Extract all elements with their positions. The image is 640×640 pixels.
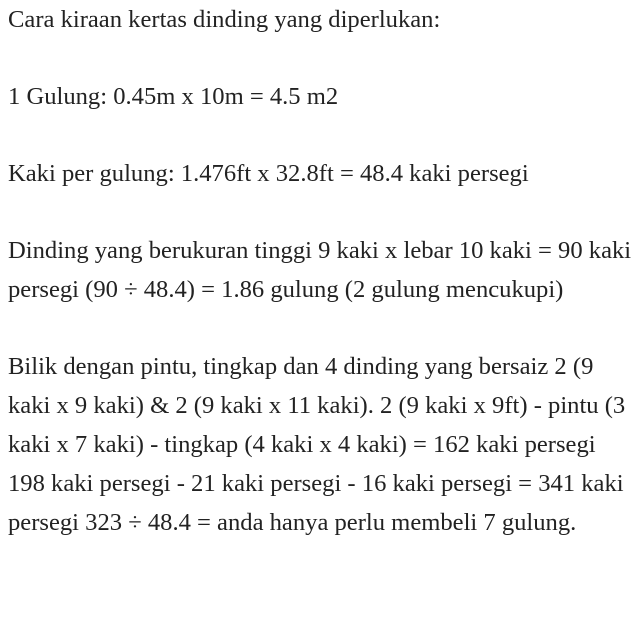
roll-metric-text: 1 Gulung: 0.45m x 10m = 4.5 m2 (8, 83, 339, 110)
room-example-text: Bilik dengan pintu, tingkap dan 4 dinding yang bersaiz 2 (9 kaki x 9 kaki) & 2 (9 kaki x 11 kaki). 2 (9 kaki x 9ft) - pintu (3 kaki x 7 kaki) - tingkap (4 kaki x 4 kaki) = 162 kaki persegi 198 kaki persegi - 21 kaki persegi - 16 kaki persegi = 341 kaki persegi 323 ÷ 48.4 = anda hanya perlu membeli 7 gulung. (8, 353, 626, 536)
document-body (8, 0, 638, 542)
heading-text: Cara kiraan kertas dinding yang diperlukan: (8, 6, 441, 33)
paragraph-spacer (8, 309, 638, 347)
paragraph-spacer (8, 39, 638, 77)
paragraph-spacer (8, 193, 638, 231)
paragraph-spacer (8, 116, 638, 154)
roll-imperial-text: Kaki per gulung: 1.476ft x 32.8ft = 48.4 kaki persegi (8, 160, 529, 187)
wall-example-text: Dinding yang berukuran tinggi 9 kaki x lebar 10 kaki = 90 kaki persegi (90 ÷ 48.4) = 1.86 gulung (2 gulung mencukupi) (8, 237, 632, 303)
